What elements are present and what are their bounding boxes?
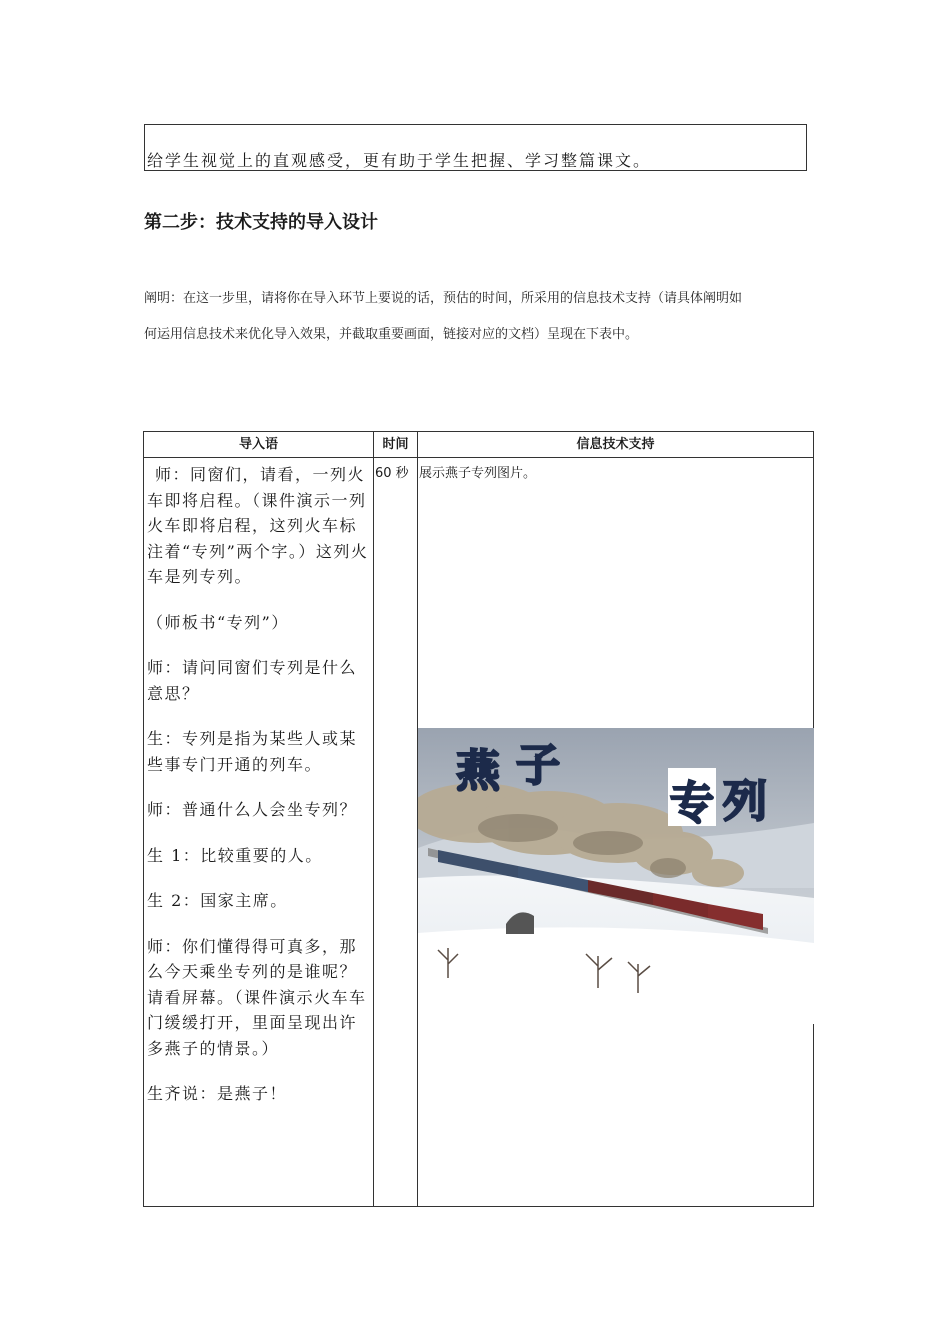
continued-text-box — [144, 124, 807, 171]
intro-design-table — [143, 431, 814, 1207]
time-value: 60 秒 — [375, 466, 409, 481]
script-paragraph: 师：你们懂得得可真多，那么今天乘坐专列的是谁呢？请看屏幕。（课件演示火车车门缓缓打开，里面呈现出许多燕子的情景。） — [147, 936, 367, 1058]
script-paragraph: 生齐说：是燕子！ — [147, 1084, 288, 1103]
step-heading: 第二步：技术支持的导入设计 — [144, 212, 378, 233]
image-title-char: 专 — [670, 778, 714, 829]
intro-script — [147, 462, 369, 1127]
header-intro-words: 导入语 — [238, 437, 278, 452]
script-paragraph: 生 1：比较重要的人。 — [147, 845, 323, 865]
script-paragraph: 生 2：国家主席。 — [147, 891, 288, 910]
script-paragraph: 师：同窗们，请看，一列火车即将启程。（课件演示一列火车即将启程，这列火车标注着“专列”两个字。）这列火车是列专列。 — [147, 465, 369, 586]
explanation-line-1: 阐明：在这一步里，请将你在导入环节上要说的话，预估的时间，所采用的信息技术支持（请具体阐明如 — [144, 291, 743, 306]
explanation-line-2: 何运用信息技术来优化导入效果，并截取重要画面，链接对应的文档）呈现在下表中。 — [144, 327, 639, 342]
script-paragraph: （师板书“专列”） — [147, 612, 289, 632]
tech-support-text: 展示燕子专列图片。 — [419, 466, 537, 481]
column-divider — [373, 432, 374, 1206]
swallow-train-image — [418, 728, 814, 1024]
image-title-char: 子 — [516, 740, 560, 791]
header-time: 时间 — [382, 437, 409, 452]
image-title-char: 列 — [723, 776, 767, 827]
image-title-char: 燕 — [456, 746, 500, 797]
script-paragraph: 师：普通什么人会坐专列？ — [147, 800, 358, 819]
script-paragraph: 生：专列是指为某些人或某些事专门开通的列车。 — [147, 729, 358, 774]
continued-text: 给学生视觉上的直观感受，更有助于学生把握、学习整篇课文。 — [147, 151, 652, 170]
script-paragraph: 师：请问同窗们专列是什么意思？ — [147, 658, 358, 703]
header-tech-support: 信息技术支持 — [576, 437, 655, 452]
header-divider — [144, 457, 813, 458]
